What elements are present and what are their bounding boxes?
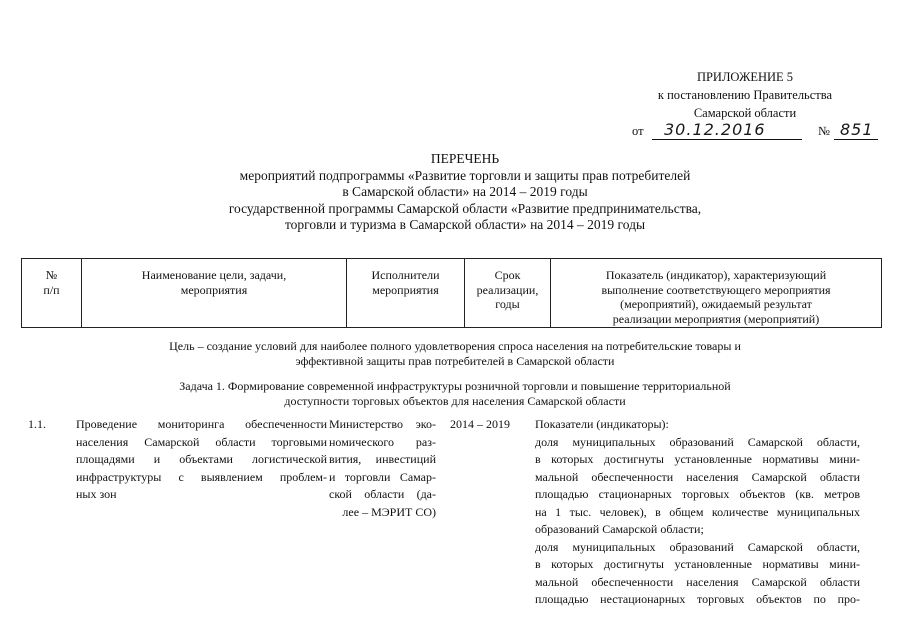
number-underline <box>834 139 878 140</box>
row-name-line: инфраструктуры с выявлением проблем- <box>76 469 327 484</box>
task-text <box>60 379 850 409</box>
row-indicator-line: в которых достигнуты установленные нормативы мини- <box>535 557 860 571</box>
row-executor-line: Министерство эко- <box>329 417 436 431</box>
appendix-block <box>615 68 875 122</box>
title-heading: ПЕРЕЧЕНЬ <box>430 151 500 166</box>
goal-text <box>60 339 850 369</box>
row-name-line: ных зон <box>76 487 117 501</box>
row-period: 2014 – 2019 <box>450 417 510 431</box>
header-text: реализации мероприятия (мероприятий) <box>612 311 820 326</box>
header-text: мероприятия <box>372 282 439 297</box>
appendix-line-2: к постановлению Правительства <box>657 88 833 102</box>
header-text: Показатель (индикатор), характеризующий <box>605 268 827 282</box>
goal-line: Цель – создание условий для наиболее полного удовлетворения спроса населения на потребительские товары и <box>169 339 741 353</box>
decree-date-line <box>628 122 878 142</box>
date-prefix: от <box>632 124 644 138</box>
row-indicator-line: Показатели (индикаторы): <box>535 417 669 431</box>
task-line: Задача 1. Формирование современной инфраструктуры розничной торговли и повышение территориальной <box>179 379 731 393</box>
title-line: государственной программы Самарской области «Развитие предпринимательства, <box>228 200 702 216</box>
document-title <box>150 151 780 234</box>
header-col-period <box>465 259 551 327</box>
header-col-number <box>22 259 82 327</box>
header-text: № <box>45 268 58 282</box>
header-col-name <box>82 259 347 327</box>
row-executor <box>329 416 436 521</box>
row-name-line: населения Самарской области торговыми <box>76 434 327 449</box>
decree-date-handwritten: 30.12.2016 <box>664 120 766 139</box>
header-text: мероприятия <box>180 282 248 297</box>
header-text: Срок <box>494 268 521 282</box>
header-text: Наименование цели, задачи, <box>141 268 287 282</box>
row-executor-line: лее – МЭРИТ СО) <box>342 504 436 519</box>
task-line: доступности торговых объектов для населения Самарской области <box>284 394 626 408</box>
row-indicator-line: мальной обеспеченности населения Самарской области <box>535 469 860 484</box>
row-indicator-line: доля муниципальных образований Самарской области, <box>535 434 860 449</box>
row-indicator-line: образований Самарской области; <box>535 522 704 536</box>
decree-number-handwritten: 851 <box>840 120 874 139</box>
header-text: (мероприятий), ожидаемый результат <box>620 297 812 311</box>
appendix-title: ПРИЛОЖЕНИЕ 5 <box>696 70 794 84</box>
row-indicator-line: площадью нестационарных торговых объектов по про- <box>535 592 860 606</box>
table-header <box>21 258 882 328</box>
header-col-indicator <box>551 259 881 327</box>
row-name <box>76 416 327 504</box>
row-indicator-line: мальной обеспеченности населения Самарской области <box>535 574 860 589</box>
row-executor-line: и торговли Самар- <box>329 469 436 484</box>
appendix-line-3: Самарской области <box>693 106 797 120</box>
header-text: п/п <box>43 282 60 297</box>
header-text: реализации, <box>476 282 539 297</box>
goal-line: эффективной защиты прав потребителей в Самарской области <box>295 354 615 368</box>
row-executor-line: номического раз- <box>329 434 436 449</box>
number-prefix: № <box>818 124 830 138</box>
row-indicator-line: в которых достигнуты установленные нормативы мини- <box>535 452 860 466</box>
header-text: годы <box>495 297 520 311</box>
row-name-line: Проведение мониторинга обеспеченности <box>76 417 327 431</box>
header-text: Исполнители <box>371 268 440 282</box>
header-col-executor <box>347 259 465 327</box>
title-line: мероприятий подпрограммы «Развитие торговли и защиты прав потребителей <box>239 167 691 183</box>
row-indicator-line: площадью стационарных торговых объектов (кв. метров <box>535 487 860 501</box>
row-number: 1.1. <box>28 417 46 431</box>
row-executor-line: вития, инвестиций <box>329 452 436 466</box>
row-indicator-line: доля муниципальных образований Самарской области, <box>535 539 860 554</box>
row-indicator-line: на 1 тыс. человек), в общем количестве муниципальных <box>535 504 860 519</box>
row-indicators <box>535 416 860 609</box>
title-line: торговли и туризма в Самарской области» на 2014 – 2019 годы <box>284 217 646 232</box>
header-text: выполнение соответствующего мероприятия <box>601 282 831 297</box>
date-underline <box>652 139 802 140</box>
row-name-line: площадями и объектами логистической <box>76 452 327 466</box>
row-executor-line: ской области (да- <box>329 487 436 501</box>
title-line: в Самарской области» на 2014 – 2019 годы <box>342 184 588 199</box>
